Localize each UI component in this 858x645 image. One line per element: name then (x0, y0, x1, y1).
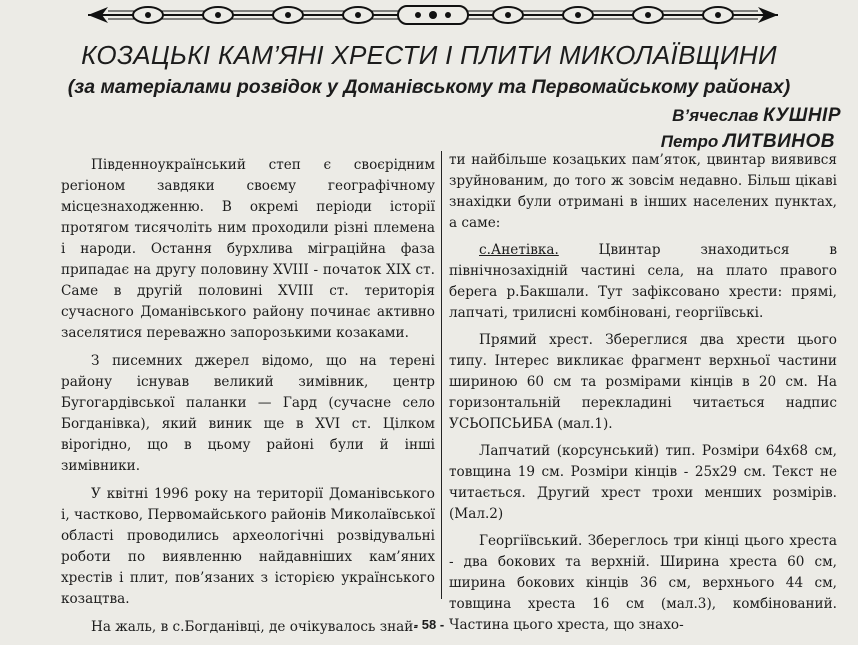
author-first-name: Петро (660, 132, 719, 151)
paragraph: Георгіївський. Збереглось три кінці цього хреста - два бокових та верхній. Ширина хреста 60 см, ширина бокових кінців 36 см, верхнього 44 см, товщина хреста 16 см (мал.3), комбінований. Частина цього хреста, що знахо- (449, 533, 837, 633)
place-name-anetivka: с.Анетівка. (479, 242, 559, 258)
article-subtitle: (за матеріалами розвідок у Доманівському та Первомайському районах) (67, 76, 791, 98)
author-surname: КУШНІР (763, 105, 841, 126)
place-description: Цвинтар знаходиться в північнозахідній частині села, на плато правого берега р.Бакшали. Тут зафіксовано хрести: прямі, лапчаті, трилисні комбіновані, георгіївські. (449, 242, 837, 321)
paragraph (449, 240, 837, 324)
paragraph: Лапчатий (корсунський) тип. Розміри 64х68 см, товщина 19 см. Розміри кінців - 25х29 см. Текст не читається. Другий хрест трохи менших розмірів. (Мал.2) (449, 443, 837, 522)
right-text-column (449, 150, 837, 642)
paragraph: Південноукраїнський степ є своєрідним регіоном завдяки своєму географічному місцезнаходженню. В окремі періоди історії протягом тисячоліть ним проходили різні племена і народи. Остання бурхлива міграційна фаза припадає на другу половину XVIII - початок XIX ст. Саме в другій половині XVIII ст. територія сучасного Доманівського району починає активно заселятися переважно запорозькими козаками. (61, 157, 435, 341)
paragraph: На жаль, в с.Богданівці, де очікувалось знай- (91, 619, 418, 635)
left-text-column (61, 150, 435, 645)
paragraph: ти найбільше козацьких пам’яток, цвинтар виявився зруйнованим, до того ж зовсім недавно. Більш цікаві знахідки були отримані в інших населених пунктах, а саме: (449, 152, 837, 231)
paragraph: З писемних джерел відомо, що на терені району існував великий зимівник, центр Бугогардівської паланки — Гард (сучасне село Богданівка), який виник ще в XVI ст. Цілком вірогідно, що в цьому районі були й інші зимівники. (61, 353, 435, 474)
paragraph: У квітні 1996 року на території Доманівського і, частково, Первомайського районів Миколаївської області проводились археологічні розвідувальні роботи по виявленню найдавніших кам’яних хрестів і плит, пов’язаних з історією українського козацтва. (61, 486, 435, 607)
author-kushnir (672, 105, 841, 127)
author-surname: ЛИТВИНОВ (723, 131, 835, 152)
page-number: - 58 - (413, 617, 445, 632)
paragraph: Прямий хрест. Збереглися два хрести цього типу. Інтерес викликає фрагмент верхньої частини шириною 60 см та розмірами кінців в 20 см. На горизонтальній перекладині читається надпис УСЬОПСЬИБА (мал.1). (449, 332, 837, 432)
article-title: КОЗАЦЬКІ КАМ’ЯНІ ХРЕСТИ І ПЛИТИ МИКОЛАЇВЩИНИ (81, 40, 777, 70)
column-divider (441, 151, 442, 599)
author-first-name: В’ячеслав (672, 106, 759, 125)
decorative-ornament-border (88, 4, 778, 26)
